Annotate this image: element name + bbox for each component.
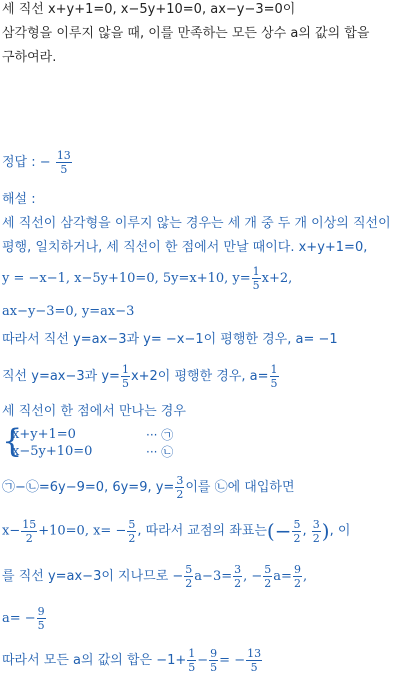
solution-heading: 해설 : xyxy=(2,192,36,207)
frac-num: 5 xyxy=(264,563,272,576)
fraction xyxy=(21,519,37,544)
frac-den: 2 xyxy=(234,577,242,590)
solution-line-5: 따라서 직선 y=ax−3과 y= −x−1이 평행한 경우, a= −1 xyxy=(2,332,338,347)
fraction xyxy=(292,519,301,544)
eq-text: = − xyxy=(219,653,246,668)
eq-text: − xyxy=(197,653,209,668)
frac-den: 2 xyxy=(293,531,301,545)
eq-text: +10=0, x= − xyxy=(38,523,127,539)
frac-num: 5 xyxy=(128,517,136,531)
fraction xyxy=(246,648,262,673)
system-eq-2: x−5y+10=0 xyxy=(12,444,93,459)
frac-den: 2 xyxy=(128,531,136,545)
frac-num: 9 xyxy=(293,563,301,576)
eq-text: , 이 xyxy=(329,523,351,539)
fraction xyxy=(209,648,218,673)
fraction xyxy=(233,564,242,589)
fraction xyxy=(312,519,321,544)
eq-text: , − xyxy=(243,569,263,584)
fraction xyxy=(175,475,184,500)
frac-num: 3 xyxy=(312,517,320,531)
frac-num: 1 xyxy=(270,363,278,376)
fraction xyxy=(121,364,130,389)
eq-text: a= − xyxy=(2,611,36,626)
solution-line-4: ax−y−3=0, y=ax−3 xyxy=(2,304,135,319)
eq-text: x− xyxy=(2,523,21,539)
frac-num: 5 xyxy=(185,563,193,576)
frac-den: 5 xyxy=(210,661,218,674)
eq-text: , 따라서 교점의 좌표는 xyxy=(137,523,267,539)
fraction xyxy=(127,519,136,544)
frac-den: 2 xyxy=(176,488,184,501)
fraction xyxy=(263,564,272,589)
answer-fraction xyxy=(56,150,72,175)
problem-line-3: 구하여라. xyxy=(2,50,57,65)
paren-open: (− xyxy=(266,519,292,543)
frac-num: 1 xyxy=(188,647,196,660)
system-eq-1: x+y+1=0 xyxy=(12,427,76,442)
eq-text: 따라서 모든 a의 값의 합은 −1+ xyxy=(2,653,187,668)
answer-label: 정답 : xyxy=(2,155,40,170)
frac-den: 2 xyxy=(25,531,33,545)
eq-text: ㉠−㉡=6y−9=0, 6y=9, y= xyxy=(2,480,175,495)
eq-text: 직선 y=ax−3과 y= xyxy=(2,369,120,384)
problem-line-2: 삼각형을 이루지 않을 때, 이를 만족하는 모든 상수 a의 값의 합을 xyxy=(2,26,370,41)
system-tag-1: ··· ㉠ xyxy=(146,428,174,442)
fraction xyxy=(293,564,302,589)
eq-text: x+2이 평행한 경우, a= xyxy=(130,369,269,384)
frac-num: 1 xyxy=(252,265,260,278)
frac-den: 5 xyxy=(37,619,45,632)
fraction xyxy=(270,364,279,389)
eq-text: 이를 ㉡에 대입하면 xyxy=(185,480,295,495)
system-brace: { xyxy=(2,422,23,460)
frac-den: 5 xyxy=(270,377,278,390)
answer-line xyxy=(2,150,73,176)
solution-line-2: 평행, 일치하거나, 세 직선이 한 점에서 만날 때이다. x+y+1=0, xyxy=(2,240,368,255)
eq-text: a= xyxy=(273,569,292,584)
answer-sign: − xyxy=(39,155,51,170)
solution-line-10 xyxy=(2,562,307,592)
frac-den: 5 xyxy=(188,661,196,674)
fraction xyxy=(252,266,261,291)
frac-den: 5 xyxy=(252,279,260,292)
frac-den: 2 xyxy=(293,577,301,590)
solution-line-3 xyxy=(2,266,292,292)
solution-line-1: 세 직선이 삼각형을 이루지 않는 경우는 세 개 중 두 개 이상의 직선이 xyxy=(2,216,391,231)
eq-text: , xyxy=(302,523,311,539)
frac-num: 3 xyxy=(176,474,184,487)
frac-num: 9 xyxy=(37,605,45,618)
paren-close: ) xyxy=(321,519,330,543)
solution-line-7: 세 직선이 한 점에서 만나는 경우 xyxy=(2,404,186,419)
solution-line-12 xyxy=(2,646,263,676)
eq-text: x+2, xyxy=(261,271,293,286)
frac-num: 15 xyxy=(22,517,37,531)
frac-num: 5 xyxy=(293,517,301,531)
solution-line-6 xyxy=(2,364,280,390)
frac-num: 1 xyxy=(121,363,129,376)
eq-text: 를 직선 y=ax−3이 지나므로 − xyxy=(2,569,184,584)
frac-den: 2 xyxy=(312,531,320,545)
frac-den: 2 xyxy=(264,577,272,590)
frac-num: 9 xyxy=(210,647,218,660)
frac-num: 3 xyxy=(234,563,242,576)
fraction xyxy=(184,564,193,589)
solution-line-9 xyxy=(2,516,350,547)
system-tag-2: ··· ㉡ xyxy=(146,445,174,459)
frac-den: 5 xyxy=(250,661,258,674)
solution-line-11 xyxy=(2,604,47,634)
frac-num: 13 xyxy=(247,647,262,660)
solution-line-8 xyxy=(2,474,295,502)
eq-text: a−3= xyxy=(194,569,233,584)
answer-numerator: 13 xyxy=(56,149,71,162)
frac-den: 2 xyxy=(185,577,193,590)
fraction xyxy=(37,606,46,631)
eq-text: y = −x−1, x−5y+10=0, 5y=x+10, y= xyxy=(2,271,251,286)
eq-text: , xyxy=(302,569,308,584)
answer-denominator: 5 xyxy=(60,163,68,176)
frac-den: 5 xyxy=(121,377,129,390)
fraction xyxy=(187,648,196,673)
problem-line-1: 세 직선 x+y+1=0, x−5y+10=0, ax−y−3=0이 xyxy=(2,2,296,17)
